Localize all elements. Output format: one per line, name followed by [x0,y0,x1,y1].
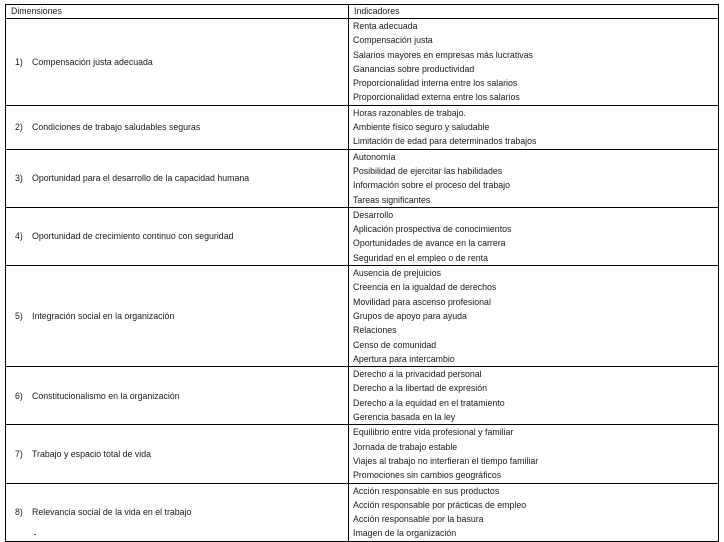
indicator-item: Derecho a la privacidad personal [353,369,482,380]
dimension-number: 8) [15,507,23,518]
table-row [6,367,719,425]
indicator-item: Derecho a la libertad de expresión [353,383,487,394]
footer-mark [34,534,36,535]
indicator-item: Proporcionalidad externa entre los salarios [353,92,520,103]
table-row [6,425,719,483]
indicator-item: Relaciones [353,325,397,336]
table-row [6,266,719,367]
indicators-cell [349,483,719,541]
indicator-item: Jornada de trabajo estable [353,441,458,452]
indicator-item: Ganancias sobre productividad [353,63,475,74]
indicator-item: Movilidad para ascenso profesional [353,296,491,307]
dimension-label: Compensación justa adecuada [32,56,153,67]
indicator-item: Apertura para intercambio [353,353,455,364]
indicator-item: Salarios mayores en empresas más lucrativas [353,49,533,60]
indicator-item: Oportunidades de avance en la carrera [353,238,506,249]
indicator-item: Viajes al trabajo no interfieran el tiempo familiar [353,455,539,466]
indicator-item: Acción responsable por la basura [353,514,484,525]
indicators-cell [349,266,719,367]
indicators-cell [349,19,719,106]
dimension-cell [6,149,349,207]
indicators-cell [349,425,719,483]
dimension-number: 5) [15,311,23,322]
dimension-label: Oportunidad para el desarrollo de la capacidad humana [32,173,250,184]
indicator-item: Seguridad en el empleo o de renta [353,252,488,263]
dimension-number: 1) [15,56,23,67]
indicator-item: Gerencia basada en la ley [353,412,456,423]
indicator-item: Horas razonables de trabajo. [353,107,466,118]
header-indicators: Indicadores [349,5,719,19]
indicator-item: Renta adecuada [353,21,418,31]
dimension-number: 2) [15,122,23,133]
indicator-item: Compensación justa [353,35,433,46]
indicator-item: Acción responsable por prácticas de empleo [353,499,527,510]
table-row [6,207,719,265]
dimension-label: Oportunidad de crecimiento continuo con seguridad [32,231,234,242]
indicator-item: Imagen de la organización [353,528,457,539]
indicator-item: Grupos de apoyo para ayuda [353,310,467,321]
indicator-item: Autonomía [353,151,396,162]
indicator-item: Tareas significantes [353,194,431,205]
table-row [6,105,719,149]
dimension-number: 4) [15,231,23,242]
dimension-cell [6,367,349,425]
table-row [6,483,719,541]
indicator-item: Creencia en la igualdad de derechos [353,282,497,293]
indicator-item: Ambiente físico seguro y saludable [353,122,490,133]
indicator-item: Derecho a la equidad en el tratamiento [353,397,505,408]
indicator-item: Acción responsable en sus productos [353,485,500,496]
indicator-item: Proporcionalidad interna entre los salarios [353,78,518,89]
indicators-cell [349,105,719,149]
dimensions-table [5,4,719,542]
table-body [6,19,719,542]
indicators-cell [349,367,719,425]
indicator-item: Ausencia de prejuicios [353,268,442,279]
table-row [6,19,719,106]
header-dimensions: Dimensiones [6,5,349,19]
indicators-cell [349,149,719,207]
dimension-label: Integración social en la organización [32,311,175,322]
dimension-number: 3) [15,173,23,184]
indicators-cell [349,207,719,265]
indicator-item: Promociones sin cambios geográficos [353,470,502,481]
dimension-number: 6) [15,390,23,401]
dimension-cell [6,105,349,149]
indicator-item: Información sobre el proceso del trabajo [353,180,510,191]
indicator-item: Censo de comunidad [353,339,437,350]
table-row [6,149,719,207]
dimension-label: Condiciones de trabajo saludables seguras [32,122,201,133]
dimension-label: Trabajo y espacio total de vida [32,448,151,459]
indicator-item: Posibilidad de ejercitar las habilidades [353,165,503,176]
indicator-item: Limitación de edad para determinados trabajos [353,136,537,147]
indicator-item: Aplicación prospectiva de conocimientos [353,224,512,235]
dimension-cell [6,483,349,541]
indicator-item: Equilibrio entre vida profesional y familiar [353,427,514,438]
indicator-item: Desarrollo [353,209,394,220]
dimension-number: 7) [15,448,23,459]
table-header-row [6,5,719,19]
dimension-label: Relevancia social de la vida en el trabajo [32,507,192,518]
dimension-label: Constitucionalismo en la organización [32,390,180,401]
dimension-cell [6,425,349,483]
dimension-cell [6,207,349,265]
dimension-cell [6,266,349,367]
dimension-cell [6,19,349,106]
